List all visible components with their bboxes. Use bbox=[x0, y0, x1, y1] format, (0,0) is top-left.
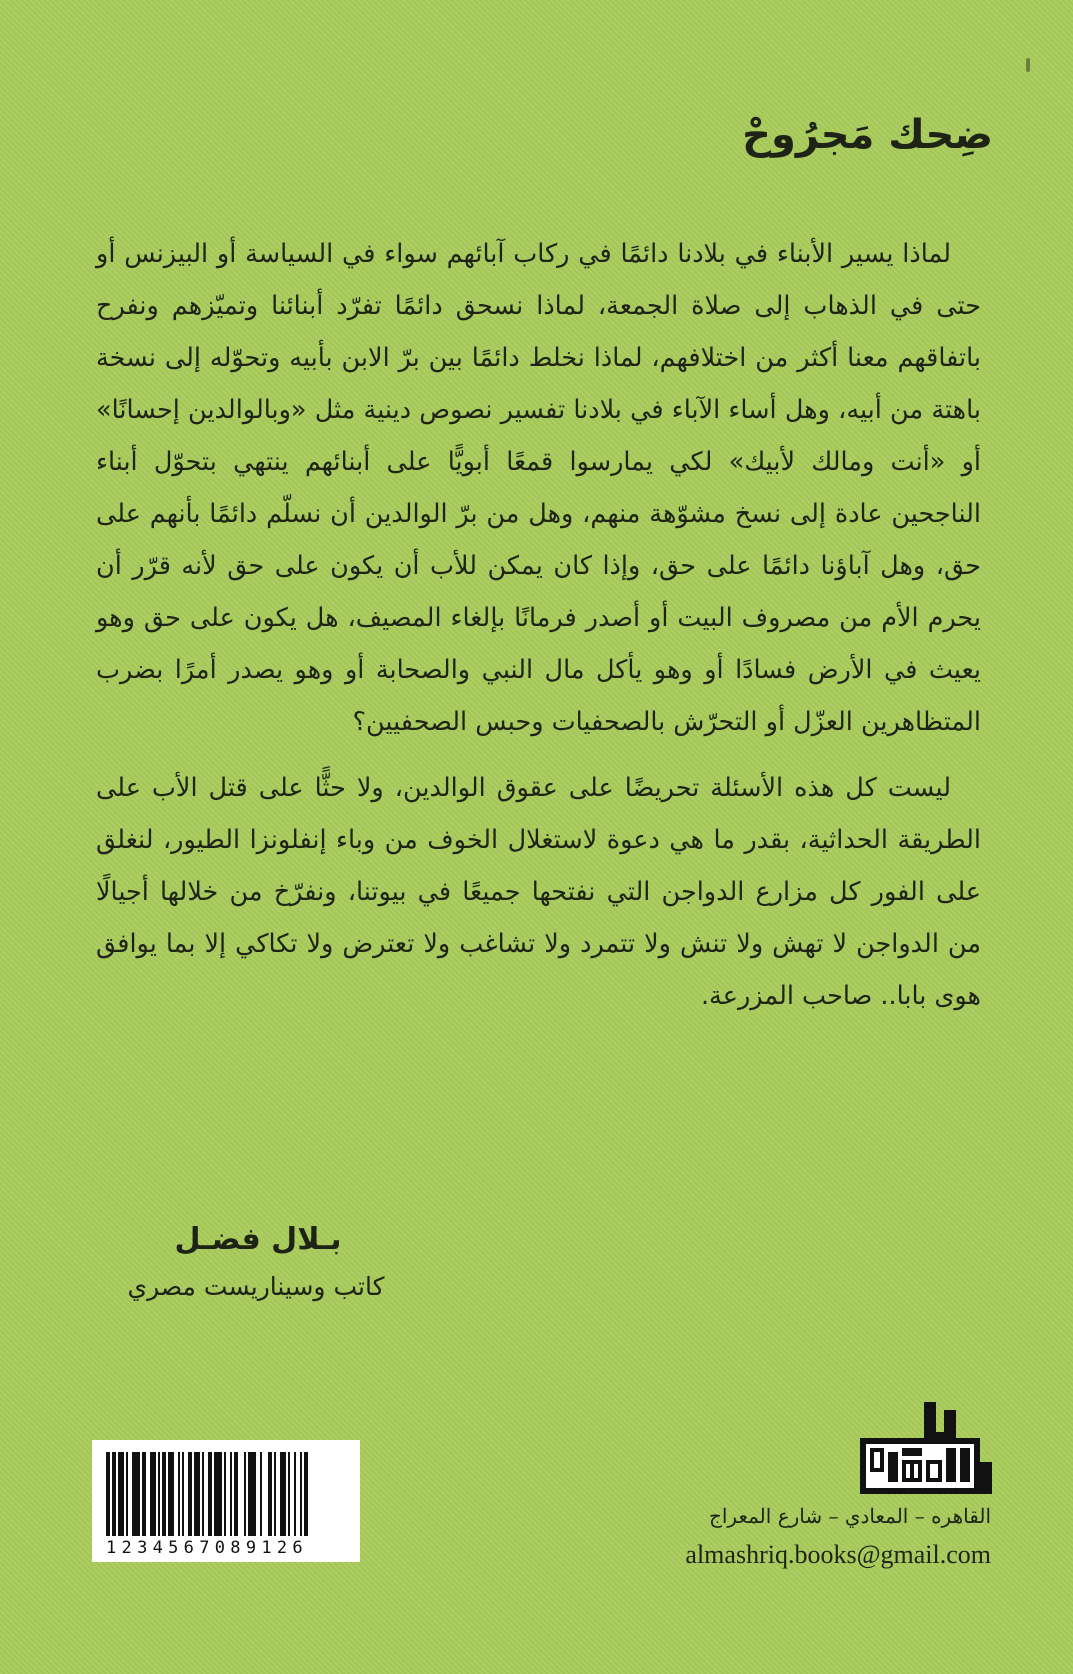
barcode-bar bbox=[150, 1452, 156, 1536]
barcode-bar bbox=[280, 1452, 286, 1536]
barcode-bar bbox=[182, 1452, 184, 1536]
barcode-bar bbox=[260, 1452, 262, 1536]
barcode-bar bbox=[126, 1452, 128, 1536]
spine-mark bbox=[1026, 58, 1030, 72]
barcode-bar bbox=[214, 1452, 222, 1536]
barcode-bar bbox=[288, 1452, 290, 1536]
barcode-bar bbox=[268, 1452, 272, 1536]
barcode-bar bbox=[112, 1452, 116, 1536]
barcode-bar bbox=[274, 1452, 276, 1536]
barcode-bar bbox=[230, 1452, 232, 1536]
author-role: كاتب وسيناريست مصري bbox=[127, 1272, 385, 1301]
barcode bbox=[92, 1440, 360, 1562]
barcode-bar bbox=[168, 1452, 174, 1536]
blurb-paragraph: لماذا يسير الأبناء في بلادنا دائمًا في ركاب آبائهم سواء في السياسة أو البيزنس أو حتى في الذهاب إلى صلاة الجمعة، لماذا نسحق دائمًا تفرّد أبنائنا وتميّزهم ونفرح باتفاقهم معنا أكثر من اختلافهم، لماذا نخلط دائمًا بين برّ الابن بأبيه وتحوّله إلى نسخة باهتة من أبيه، وهل أساء الآباء في بلادنا تفسير نصوص دينية مثل «وبالوالدين إحسانًا» أو «أنت ومالك لأبيك» لكي يمارسوا قمعًا أبويًّا على أبنائهم ينتهي بتحوّل أبناء الناجحين عادة إلى نسخ مشوّهة منهم، وهل من برّ الوالدين أن نسلّم دائمًا بأنهم على حق، وهل آباؤنا دائمًا على حق، وإذا كان يمكن للأب أن يكون على حق لأنه قرّر أن يحرم الأم من مصروف البيت أو أصدر فرمانًا بإلغاء المصيف، هل يكون على حق وهو يعيث في الأرض فسادًا أو وهو يأكل مال النبي والصحابة أو وهو يصدر أمرًا بضرب المتظاهرين العزّل أو التحرّش بالصحفيات وحبس الصحفيين؟ bbox=[96, 239, 981, 737]
barcode-digits: 1234567089126 bbox=[106, 1538, 308, 1558]
author-name: بـلال فضـل bbox=[174, 1222, 342, 1257]
publisher-email: almashriq.books@gmail.com bbox=[685, 1540, 991, 1569]
barcode-bar bbox=[194, 1452, 200, 1536]
barcode-bar bbox=[248, 1452, 256, 1536]
barcode-bar bbox=[132, 1452, 140, 1536]
barcode-bar bbox=[106, 1452, 110, 1536]
barcode-bar bbox=[178, 1452, 180, 1536]
blurb-text bbox=[96, 228, 981, 1022]
barcode-bar bbox=[224, 1452, 226, 1536]
publisher-address: القاهره – المعادي – شارع المعراج bbox=[708, 1504, 991, 1528]
barcode-bar bbox=[294, 1452, 296, 1536]
barcode-bar bbox=[202, 1452, 204, 1536]
barcode-bar bbox=[300, 1452, 302, 1536]
barcode-bar bbox=[208, 1452, 212, 1536]
barcode-bar bbox=[162, 1452, 166, 1536]
publisher-logo-icon bbox=[854, 1402, 994, 1498]
barcode-bars bbox=[106, 1452, 346, 1536]
barcode-bar bbox=[158, 1452, 160, 1536]
barcode-bar bbox=[188, 1452, 192, 1536]
barcode-bar bbox=[234, 1452, 238, 1536]
barcode-bar bbox=[142, 1452, 146, 1536]
blurb-paragraph: ليست كل هذه الأسئلة تحريضًا على عقوق الوالدين، ولا حثًّا على قتل الأب على الطريقة الحداثية، بقدر ما هي دعوة لاستغلال الخوف من وباء إنفلونزا الطيور، لنغلق على الفور كل مزارع الدواجن التي نفتحها جميعًا في بيوتنا، ونفرّخ من خلالها أجيالًا من الدواجن لا تهش ولا تنش ولا تتمرد ولا تشاغب ولا تعترض ولا تكاكي إلا بما يوافق هوى بابا.. صاحب المزرعة. bbox=[96, 773, 981, 1011]
book-title: ضِحك مَجرُوحْ bbox=[742, 112, 993, 158]
publisher-logo bbox=[854, 1402, 994, 1498]
barcode-bar bbox=[118, 1452, 124, 1536]
barcode-bar bbox=[244, 1452, 246, 1536]
barcode-bar bbox=[304, 1452, 308, 1536]
